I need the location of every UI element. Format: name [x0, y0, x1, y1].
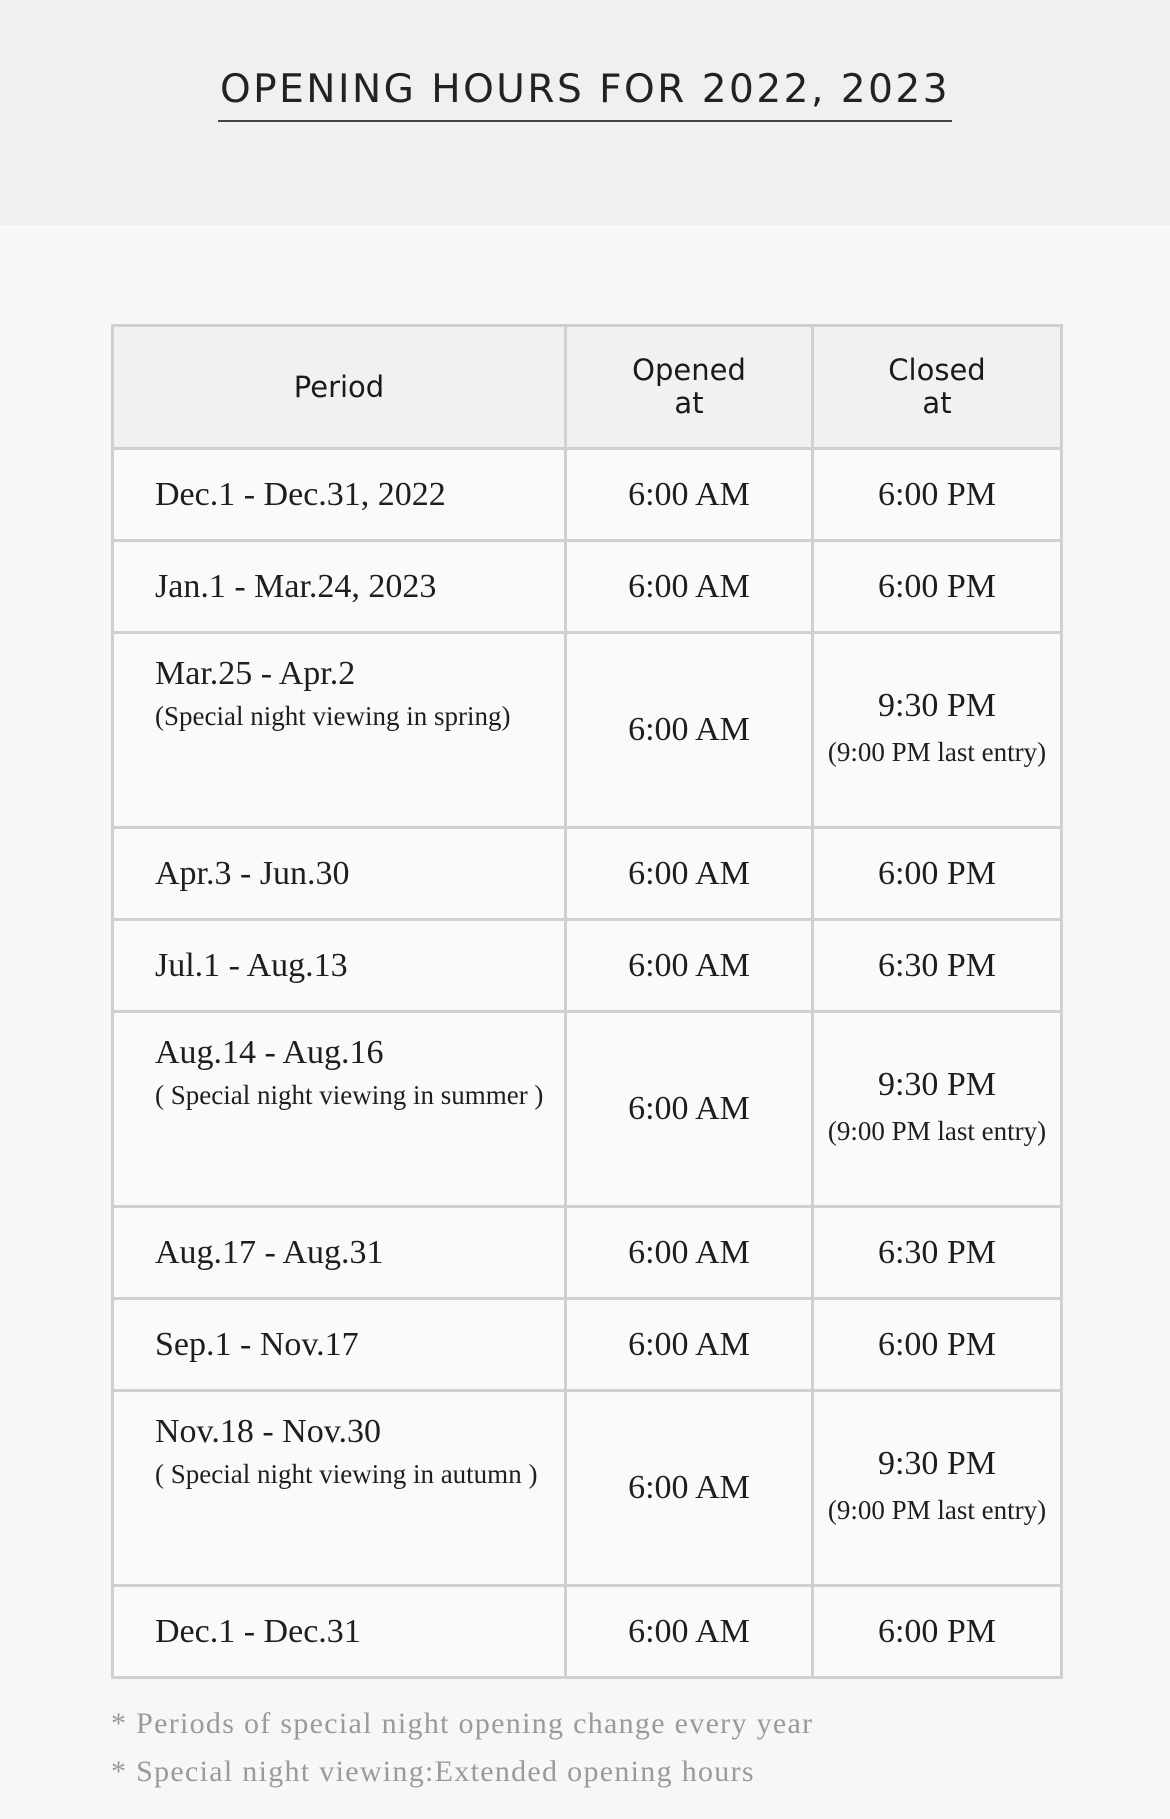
table-row	[113, 541, 1062, 633]
closed-cell	[813, 449, 1062, 541]
closed-cell	[813, 1299, 1062, 1391]
table-row	[113, 828, 1062, 920]
closed-cell	[813, 920, 1062, 1012]
period-cell	[113, 1391, 566, 1586]
closed-cell	[813, 541, 1062, 633]
opened-time: 6:00 AM	[628, 1612, 750, 1650]
closed-time: 9:30 PM	[877, 1445, 997, 1482]
opened-cell	[566, 1207, 813, 1299]
period-text: Jul.1 - Aug.13	[155, 946, 348, 984]
table-row	[113, 449, 1062, 541]
footnote-item: * Periods of special night opening change every year	[111, 1707, 814, 1740]
opened-cell	[566, 828, 813, 920]
opened-time: 6:00 AM	[628, 1090, 750, 1127]
period-cell	[113, 920, 566, 1012]
period-text: Apr.3 - Jun.30	[155, 854, 350, 892]
closed-cell	[813, 1391, 1062, 1586]
period-text: Sep.1 - Nov.17	[155, 1325, 359, 1363]
page-title	[0, 66, 1170, 122]
table-row	[113, 1586, 1062, 1678]
opened-cell	[566, 920, 813, 1012]
closed-cell	[813, 633, 1062, 828]
table-header-row	[113, 326, 1062, 449]
period-text: Jan.1 - Mar.24, 2023	[155, 567, 437, 605]
closed-header-line2: at	[922, 386, 952, 420]
opened-time: 6:00 AM	[628, 1233, 750, 1271]
opened-time: 6:00 AM	[628, 854, 750, 892]
period-cell	[113, 633, 566, 828]
opened-time: 6:00 AM	[628, 567, 750, 605]
table-row	[113, 920, 1062, 1012]
opened-cell	[566, 1586, 813, 1678]
closed-time: 6:00 PM	[877, 475, 997, 513]
period-cell	[113, 1586, 566, 1678]
closed-time: 9:30 PM	[877, 687, 997, 724]
opened-time: 6:00 AM	[628, 475, 750, 513]
opened-column-header	[566, 326, 813, 449]
period-cell	[113, 541, 566, 633]
closed-time: 6:00 PM	[877, 854, 997, 892]
opened-time: 6:00 AM	[628, 946, 750, 984]
opened-cell	[566, 1012, 813, 1207]
period-text: Dec.1 - Dec.31	[155, 1612, 361, 1650]
opened-cell	[566, 449, 813, 541]
closed-time: 6:00 PM	[877, 1612, 997, 1650]
opened-time: 6:00 AM	[628, 1469, 750, 1506]
opened-time: 6:00 AM	[628, 1325, 750, 1363]
table-row	[113, 1299, 1062, 1391]
period-text: Nov.18 - Nov.30	[155, 1413, 382, 1450]
footnote-item: * Special night viewing:Extended opening hours	[111, 1755, 755, 1788]
closed-time: 6:30 PM	[877, 1233, 997, 1271]
footnotes	[111, 1700, 813, 1796]
opened-cell	[566, 1299, 813, 1391]
closed-cell	[813, 1586, 1062, 1678]
table-row	[113, 633, 1062, 828]
period-note: (Special night viewing in spring)	[155, 701, 511, 731]
last-entry-note: (9:00 PM last entry)	[827, 1116, 1047, 1146]
period-cell	[113, 828, 566, 920]
opened-cell	[566, 1391, 813, 1586]
closed-time: 6:00 PM	[877, 567, 997, 605]
period-text: Mar.25 - Apr.2	[155, 655, 356, 692]
period-header-label: Period	[293, 369, 385, 404]
opened-header-line2: at	[674, 386, 704, 420]
period-note: ( Special night viewing in autumn )	[155, 1459, 538, 1489]
period-text: Aug.17 - Aug.31	[155, 1233, 384, 1271]
last-entry-note: (9:00 PM last entry)	[827, 737, 1047, 767]
closed-time: 6:30 PM	[877, 946, 997, 984]
period-column-header	[113, 326, 566, 449]
period-text: Aug.14 - Aug.16	[155, 1034, 384, 1071]
closed-cell	[813, 1012, 1062, 1207]
closed-cell	[813, 828, 1062, 920]
closed-time: 9:30 PM	[877, 1066, 997, 1103]
period-note: ( Special night viewing in summer )	[155, 1080, 544, 1110]
opened-cell	[566, 633, 813, 828]
period-text: Dec.1 - Dec.31, 2022	[155, 475, 446, 513]
period-cell	[113, 449, 566, 541]
table-row	[113, 1207, 1062, 1299]
page-title-text: OPENING HOURS FOR 2022, 2023	[218, 66, 952, 122]
period-cell	[113, 1299, 566, 1391]
closed-cell	[813, 1207, 1062, 1299]
opened-cell	[566, 541, 813, 633]
closed-time: 6:00 PM	[877, 1325, 997, 1363]
opened-time: 6:00 AM	[628, 711, 750, 748]
table-row	[113, 1012, 1062, 1207]
table-row	[113, 1391, 1062, 1586]
opened-header-line1: Opened	[632, 353, 746, 387]
last-entry-note: (9:00 PM last entry)	[827, 1495, 1047, 1525]
closed-column-header	[813, 326, 1062, 449]
closed-header-line1: Closed	[888, 353, 986, 387]
period-cell	[113, 1012, 566, 1207]
opening-hours-table	[111, 324, 1063, 1679]
period-cell	[113, 1207, 566, 1299]
